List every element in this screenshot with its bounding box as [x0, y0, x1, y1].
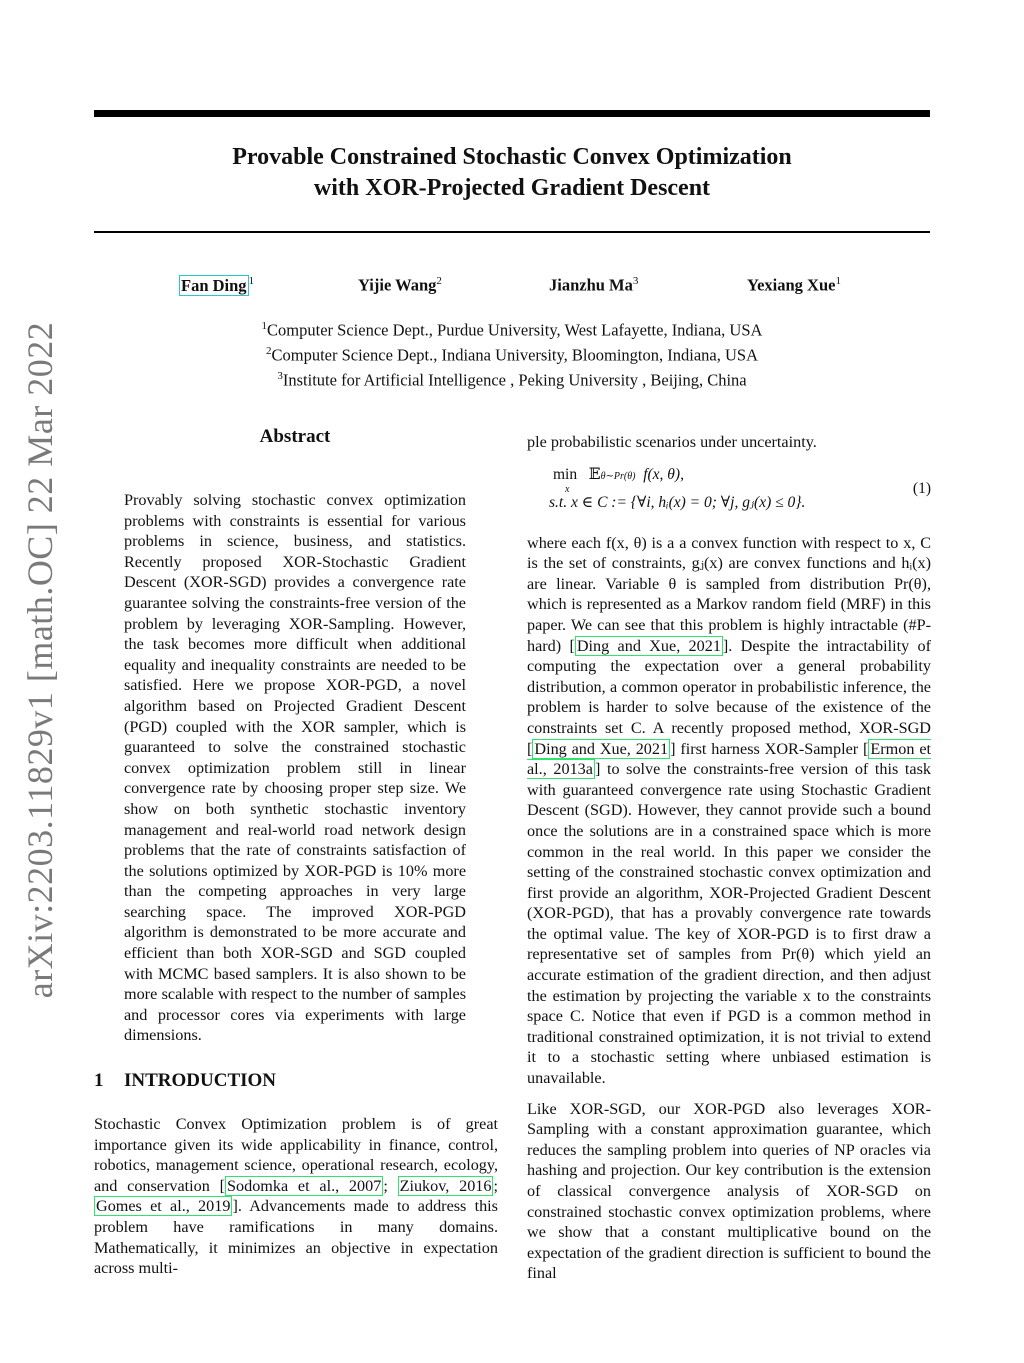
citation-link[interactable]: Ding and Xue, 2021 — [576, 636, 721, 655]
author-yijie-wang — [358, 275, 442, 296]
title-line-1: Provable Constrained Stochastic Convex Optimization — [232, 144, 792, 170]
section-title: INTRODUCTION — [124, 1070, 277, 1091]
citation-link[interactable]: Gomes et al., 2019 — [96, 1197, 231, 1216]
equation-objective — [553, 465, 684, 495]
affiliation-2 — [94, 341, 930, 366]
author-fan-ding[interactable] — [179, 275, 254, 296]
eq-min-variable: x — [565, 483, 570, 495]
author-list — [0, 275, 1024, 299]
paragraph-text: ] to solve the constraints-free version of this task with guaranteed convergence rate using Stochastic Gradient Descent (SGD). However, they cannot provide such a bound once the solutions are in a constrained space which is more common in the real world. In this paper we consider the setting of the constrained stochastic convex optimization and first provide an algorithm, XOR-Projected Gradient Descent (XOR-PGD), that has a provably convergence rate towards the optimal value. The key of XOR-PGD is to first draw a representative set of samples from Pr(θ) which yield an accurate estimation of the gradient direction, and then adjust the estimation by projecting the variable x to the constraints space C. Notice that even if PGD is a common method in traditional constrained optimization, it is not trivial to extend it to a stochastic setting where unbiased estimation is unavailable. — [527, 760, 932, 1088]
affiliations — [94, 316, 930, 391]
right-lead-text: ple probabilistic scenarios under uncertainty. — [527, 433, 817, 451]
equation-number: (1) — [912, 479, 931, 497]
author-affil-mark: 2 — [436, 275, 442, 287]
eq-expectation: 𝔼 — [588, 465, 601, 483]
affil-text: Computer Science Dept., Purdue University, West Lafayette, Indiana, USA — [267, 320, 763, 340]
author-yexiang-xue — [747, 275, 841, 296]
affiliation-3 — [94, 366, 930, 391]
author-name: Yijie Wang — [358, 275, 437, 295]
right-paragraph-2 — [527, 533, 931, 1089]
title-line-2: with XOR-Projected Gradient Descent — [313, 175, 711, 201]
top-rule — [94, 110, 930, 117]
author-name: Yexiang Xue — [747, 275, 836, 295]
section-number: 1 — [94, 1070, 104, 1091]
arxiv-identifier — [4, 321, 76, 999]
eq-expectation-subscript: θ∼Pr(θ) — [600, 470, 636, 482]
author-affil-mark: 1 — [248, 275, 255, 287]
author-jianzhu-ma — [549, 275, 638, 296]
equation-constraints: s.t. x ∈ C := {∀i, hᵢ(x) = 0; ∀j, gⱼ(x) ≤ 0}. — [549, 493, 806, 511]
author-affil-mark: 3 — [632, 275, 639, 287]
affil-text: Institute for Artificial Intelligence , Peking University , Beijing, China — [282, 370, 747, 390]
eq-min-operator: min — [553, 465, 578, 483]
paragraph-text: ] first harness XOR-Sampler [ — [670, 739, 869, 758]
abstract-body: Provably solving stochastic convex optimization problems with constraints is essential for various problems in science, business, and statistics. Recently proposed XOR-Stochastic Gradient Descent (XOR-SGD) provides a convergence rate guarantee solving the constraints-free version of the problem by leveraging XOR-Sampling. However, the task becomes more difficult when additional equality and inequality constraints are needed to be satisfied. Here we propose XOR-PGD, a novel algorithm based on Projected Gradient Descent (PGD) coupled with the XOR sampler, which is guaranteed to solve the constrained stochastic convex optimization problem still in linear convergence rate by choosing proper step size. We show on both synthetic stochastic inventory management and real-world road network design problems that the rate of constraints satisfaction of the solutions optimized by XOR-PGD is 10% more than the competing approaches in very large searching space. The improved XOR-PGD algorithm is demonstrated to be more accurate and efficient than both XOR-SGD and SGD coupled with MCMC based samplers. It is also shown to be more scalable with respect to the number of samples and processor cores via experiments with large dimensions. — [124, 491, 466, 1045]
affil-number: 1 — [261, 320, 268, 332]
citation-link[interactable]: Ding and Xue, 2021 — [534, 739, 669, 758]
paper-title — [94, 142, 930, 204]
affil-number: 2 — [265, 345, 272, 357]
paragraph-text: ]. Despite the intractability of computing the expectation over a general probability distribution, a common operator in probabilistic inference, the problem is harder to solve because of the existence of the constraints set C. A recently proposed method, XOR-SGD [ — [527, 636, 932, 758]
equation-1 — [527, 463, 931, 525]
intro-text: Stochastic Convex Optimization problem is of great importance given its wide applicability in finance, control, robotics, management science, operational research, ecology, and conservation [ — [94, 1115, 498, 1195]
intro-text: ]. Advancements made to address this problem have ramifications in many domains. Mathematically, it minimizes an objective in expectation across multi- — [94, 1197, 498, 1278]
citation-separator: ; — [493, 1176, 498, 1195]
citation-separator: ; — [383, 1176, 398, 1195]
paragraph-text: where each f(x, θ) is a a convex function with respect to x, C is the set of constraints, gⱼ(x) are convex functions and hᵢ(x) are linear. Variable θ is sampled from distribution Pr(θ), which is represented as a Markov random field (MRF) in this paper. We can see that this problem is highly intractable (#P-hard) [ — [527, 533, 931, 655]
right-paragraph-3: Like XOR-SGD, our XOR-PGD also leverages XOR-Sampling with a constant approximation guarantee, which reduces the sampling problem into queries of NP oracles via hashing and projection. Our key contribution is the extension of classical convergence analysis of XOR-SGD on constrained stochastic convex optimization problems, where we show that a constant multiplicative bound on the expectation of the gradient direction is sufficient to bound the final — [527, 1099, 931, 1283]
arxiv-id-text: arXiv:2203.11829v1 [math.OC] 22 Mar 2022 — [20, 321, 60, 999]
intro-paragraph-1 — [94, 1114, 498, 1279]
affil-text: Computer Science Dept., Indiana University, Bloomington, Indiana, USA — [271, 345, 758, 365]
right-column — [527, 432, 931, 1284]
abstract-heading: Abstract — [259, 426, 331, 447]
author-affil-mark: 1 — [835, 275, 841, 287]
citation-link[interactable]: Ermon et al., 2013a — [527, 739, 931, 779]
citation-link[interactable]: Ziukov, 2016 — [399, 1176, 492, 1195]
affiliation-1 — [94, 316, 930, 341]
affil-number: 3 — [277, 370, 283, 382]
author-name: Jianzhu Ma — [549, 275, 633, 295]
citation-link[interactable]: Sodomka et al., 2007 — [227, 1176, 382, 1195]
section-heading-introduction — [94, 1070, 276, 1092]
author-name-link[interactable]: Fan Ding — [181, 275, 247, 295]
eq-objective-function: f(x, θ), — [643, 465, 684, 483]
title-rule — [94, 231, 930, 233]
